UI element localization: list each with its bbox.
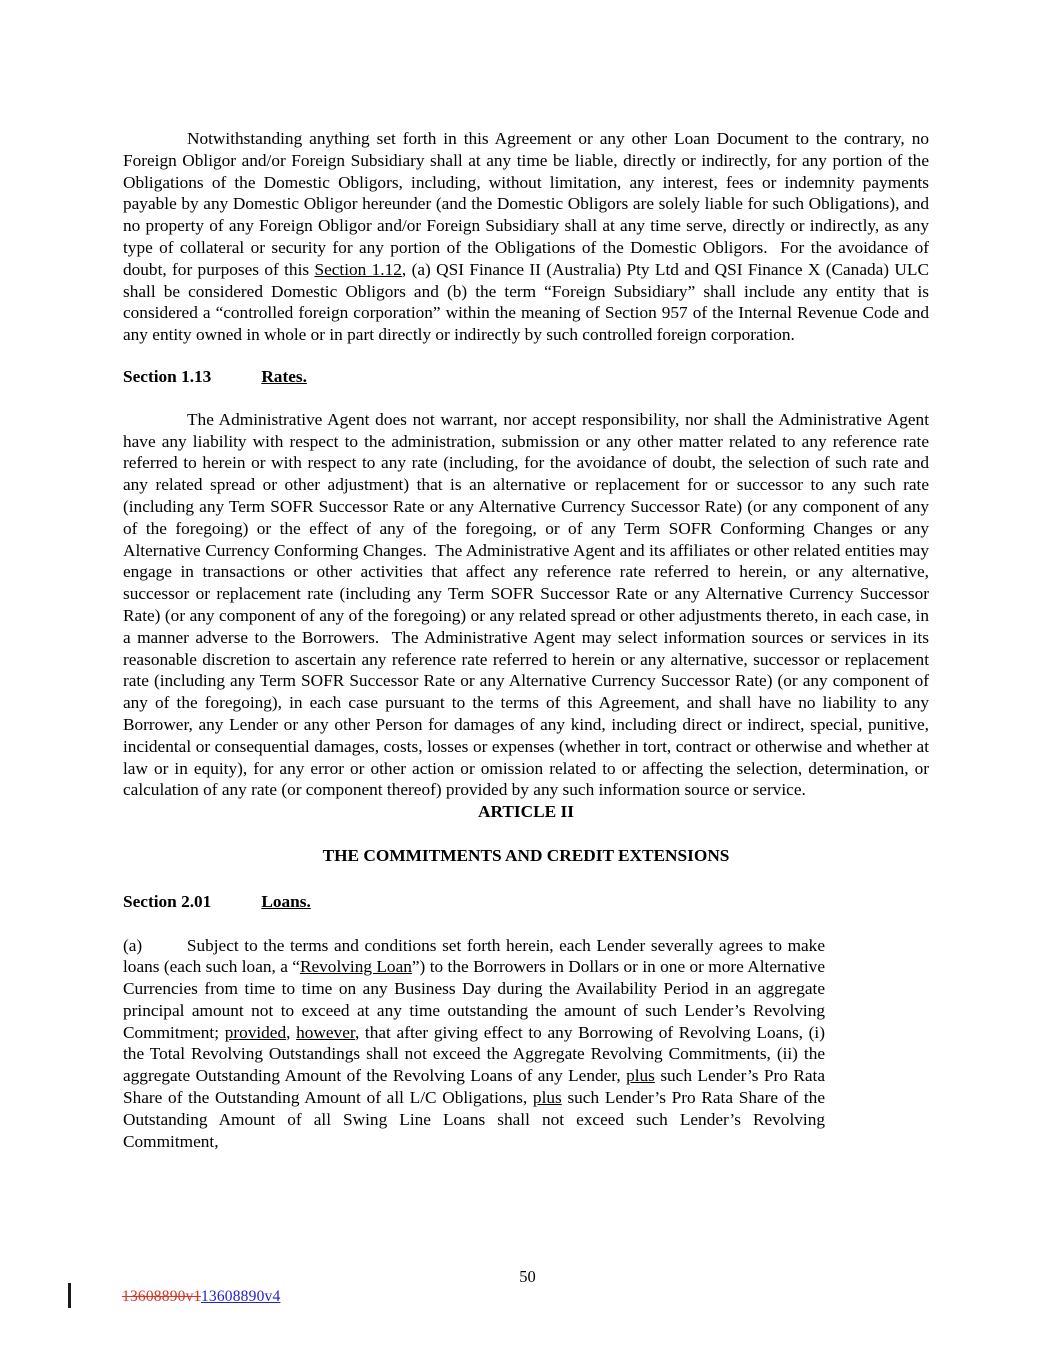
- section-1-13-heading: [123, 366, 929, 388]
- section-2-01-number: Section 2.01: [123, 891, 212, 911]
- doc-id-stamp: [122, 1288, 280, 1306]
- doc-id-deleted: 13608890v1: [122, 1288, 201, 1305]
- article-ii-subtitle: THE COMMITMENTS AND CREDIT EXTENSIONS: [322, 845, 730, 865]
- paragraph-rates: The Administrative Agent does not warrant, nor accept responsibility, nor shall the Administrative Agent have any liability with respect to the administration, submission or any other matter related to any reference rate referred to herein or with respect to any rate (including, for the avoidance of doubt, the selection of such rate and any related spread or other adjustment) that is an alternative or replacement for or successor to any such rate (including any Term SOFR Successor Rate or any Alternative Currency Successor Rate) (or any component of any of the foregoing) or the effect of any of the foregoing, or of any Term SOFR Conforming Changes or any Alternative Currency Conforming Changes. The Administrative Agent and its affiliates or other related entities may engage in transactions or other activities that affect any reference rate referred to herein, or any alternative, successor or replacement rate (including any Term SOFR Successor Rate or any Alternative Currency Successor Rate) (or any component of any of the foregoing) or any related spread or other adjustments thereto, in each case, in a manner adverse to the Borrowers. The Administrative Agent may select information sources or services in its reasonable discretion to ascertain any reference rate referred to herein or any alternative, successor or replacement rate (including any Term SOFR Successor Rate or any Alternative Currency Successor Rate) (or any component of any of the foregoing), in each case pursuant to the terms of this Agreement, and shall have no liability to any Borrower, any Lender or any other Person for damages of any kind, including direct or indirect, special, punitive, incidental or consequential damages, costs, losses or expenses (whether in tort, contract or otherwise and whether at law or in equity), for any error or other action or omission related to or affecting the selection, determination, or calculation of any rate (or component thereof) provided by any such information source or service.: [123, 409, 929, 800]
- section-1-13-number: Section 1.13: [123, 366, 212, 386]
- section-2-01-heading: [123, 891, 929, 913]
- paragraph-foreign-obligors: Notwithstanding anything set forth in this Agreement or any other Loan Document to the contrary, no Foreign Obligor and/or Foreign Subsidiary shall at any time be liable, directly or indirectly, for any portion of the Obligations of the Domestic Obligors, including, without limitation, any interest, fees or indemnity payments payable by any Domestic Obligor hereunder (and the Domestic Obligors are solely liable for such Obligations), and no property of any Foreign Obligor and/or Foreign Subsidiary shall at any time serve, directly or indirectly, as any type of collateral or security for any portion of the Obligations of the Domestic Obligors. For the avoidance of doubt, for purposes of this Section 1.12, (a) QSI Finance II (Australia) Pty Ltd and QSI Finance X (Canada) ULC shall be considered Domestic Obligors and (b) the term “Foreign Subsidiary” shall include any entity that is considered a “controlled foreign corporation” within the meaning of Section 957 of the Internal Revenue Code and any entity owned in whole or in part directly or indirectly by such controlled foreign corporation.: [123, 129, 929, 345]
- section-2-01-title: Loans.: [261, 891, 311, 911]
- page-number: 50: [519, 1267, 536, 1286]
- paragraph-loans-a: (a) Subject to the terms and conditions set forth herein, each Lender severally agrees to make loans (each such loan, a “Revolving Loan”) to the Borrowers in Dollars or in one or more Alternative Currencies from time to time on any Business Day during the Availability Period in an aggregate principal amount not to exceed at any time outstanding the amount of such Lender’s Revolving Commitment; provided, however, that after giving effect to any Borrowing of Revolving Loans, (i) the Total Revolving Outstandings shall not exceed the Aggregate Revolving Commitments, (ii) the aggregate Outstanding Amount of the Revolving Loans of any Lender, plus such Lender’s Pro Rata Share of the Outstanding Amount of all L/C Obligations, plus such Lender’s Pro Rata Share of the Outstanding Amount of all Swing Line Loans shall not exceed such Lender’s Revolving Commitment,: [123, 935, 826, 1151]
- doc-id-current: 13608890v4: [200, 1288, 281, 1305]
- document-body: [123, 128, 929, 1152]
- section-1-13-title: Rates.: [261, 366, 307, 386]
- article-ii-title: ARTICLE II: [478, 802, 574, 822]
- change-bar: [68, 1283, 71, 1308]
